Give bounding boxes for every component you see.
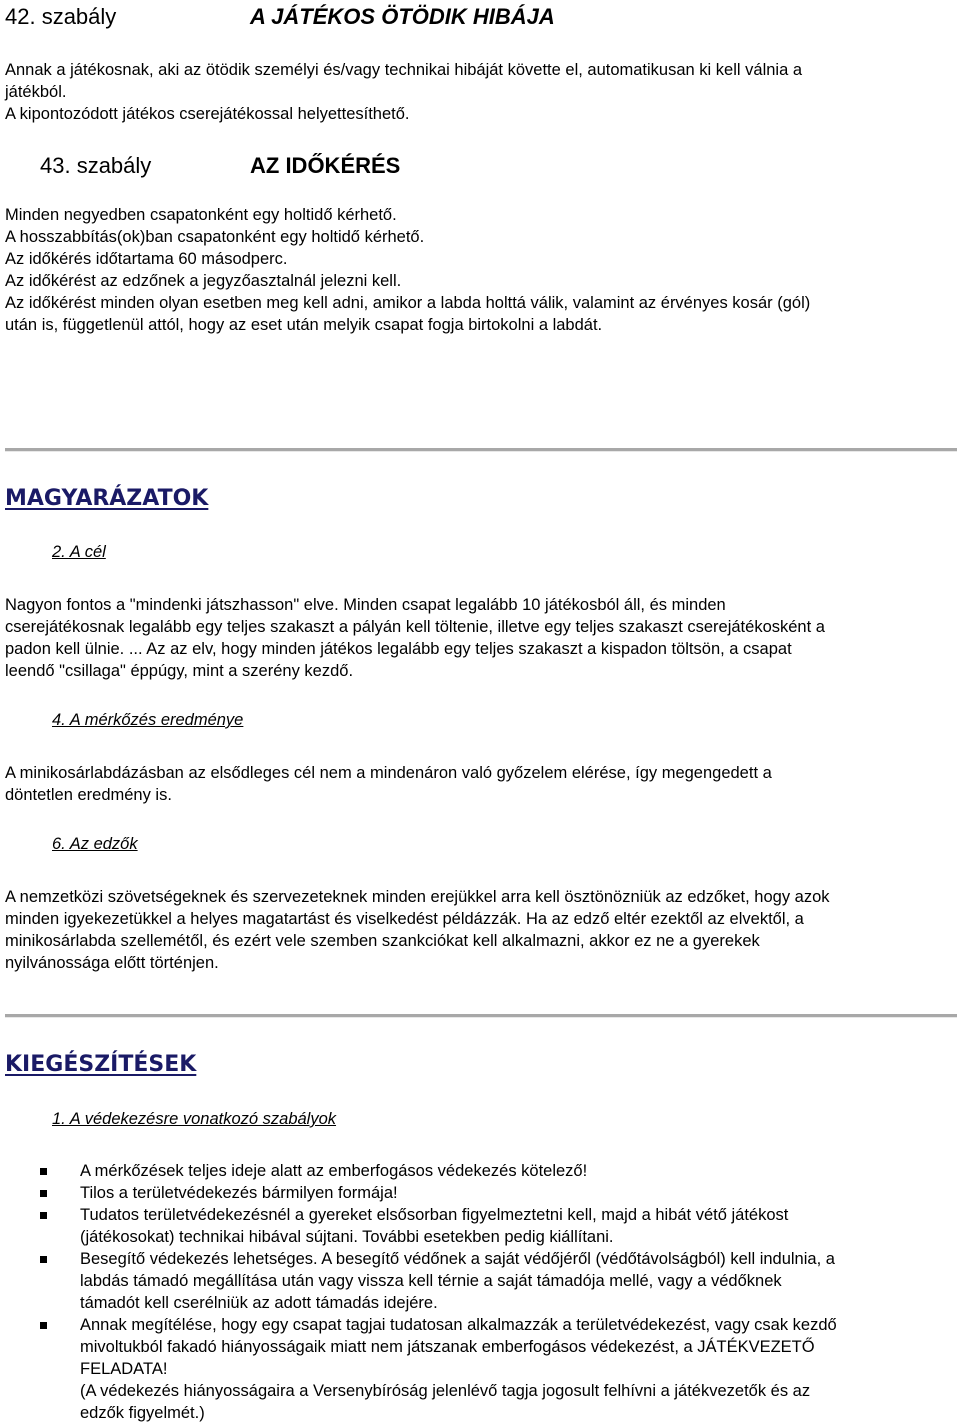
text-line: Az időkérést az edzőnek a jegyzőasztalnál jelezni kell. [5, 272, 402, 290]
text-line: Annak a játékosnak, aki az ötödik személyi és/vagy technikai hibáját követte el, automatikusan ki kell válnia a [5, 61, 803, 79]
section-divider [5, 1014, 957, 1018]
text-line: játékból. [5, 83, 67, 101]
text-line: Annak megítélése, hogy egy csapat tagjai tudatosan alkalmazzák a területvédekezést, vagy csak kezdő [80, 1316, 837, 1334]
text-line: Nagyon fontos a "mindenki játszhasson" elve. Minden csapat legalább 10 játékosból áll, és minden [5, 596, 726, 614]
subsection-text-result [5, 762, 955, 806]
rule-43-text [5, 204, 955, 336]
text-line: minikosárlabda szellemétől, és ezért vele szemben szankciókat kell alkalmazni, akkor ez ne a gyerekek [5, 932, 760, 950]
subsection-text-coaches [5, 886, 955, 974]
text-line: Tilos a területvédekezés bármilyen formája! [80, 1184, 398, 1202]
text-line: Tudatos területvédekezésnél a gyereket elsősorban figyelmeztetni kell, majd a hibát vétő játékost [80, 1206, 789, 1224]
rule-43-number: 43. szabály [40, 153, 152, 178]
text-line: A nemzetközi szövetségeknek és szervezeteknek minden erejükkel arra kell ösztönözniük az edzőket, hogy azok [5, 888, 830, 906]
list-item [0, 1248, 960, 1314]
list-item [0, 1160, 960, 1182]
text-line: padon kell ülnie. ... Az az elv, hogy minden játékos legalább egy teljes szakaszt a kispadon töltsön, a csapat [5, 640, 792, 658]
subsection-title-goal: 2. A cél [52, 543, 106, 561]
text-line: Az időkérést minden olyan esetben meg kell adni, amikor a labda holttá válik, valamint az érvényes kosár (gól) [5, 294, 811, 312]
section-divider [5, 448, 957, 452]
text-line: támadót kell cserélniük az adott támadás idejére. [80, 1294, 438, 1312]
list-item [0, 1204, 960, 1248]
text-line: nyilvánossága előtt történjen. [5, 954, 219, 972]
text-line: labdás támadó megállítása után vagy vissza kell térnie a saját támadója mellé, vagy a védőknek [80, 1272, 782, 1290]
subsection-title-coaches: 6. Az edzők [52, 835, 138, 853]
text-line: A minikosárlabdázásban az elsődleges cél nem a mindenáron való győzelem elérése, így megengedett a [5, 764, 772, 782]
text-line: edzők figyelmét.) [80, 1404, 205, 1422]
text-line: A mérkőzések teljes ideje alatt az emberfogásos védekezés kötelező! [80, 1162, 588, 1180]
list-item [0, 1314, 960, 1424]
text-line: mivoltukból fakadó hiányosságaik miatt nem játszanak emberfogásos védekezést, a JÁTÉKVEZETŐ [80, 1338, 815, 1356]
rule-42-title: A JÁTÉKOS ÖTÖDIK HIBÁJA [250, 4, 555, 29]
square-bullet-icon [40, 1190, 47, 1197]
text-line: cserejátékosnak legalább egy teljes szakaszt a pályán kell töltenie, illetve egy teljes szakaszt cserejátékosként a [5, 618, 825, 636]
text-line: Az időkérés időtartama 60 másodperc. [5, 250, 288, 268]
text-line: FELADATA! [80, 1360, 168, 1378]
text-line: után is, függetlenül attól, hogy az eset után melyik csapat fogja birtokolni a labdát. [5, 316, 603, 334]
subsection-text-goal [5, 594, 955, 682]
rule-42-text [5, 59, 955, 125]
defense-rules-list [0, 1160, 960, 1424]
text-line: Besegítő védekezés lehetséges. A besegítő védőnek a saját védőjéről (védőtávolságból) kell indulnia, a [80, 1250, 835, 1268]
text-line: (A védekezés hiányosságaira a Versenybíróság jelenlévő tagja jogosult felhívni a játékvezetők és az [80, 1382, 811, 1400]
subsection-title-result: 4. A mérkőzés eredménye [52, 711, 244, 729]
text-line: A kipontozódott játékos cserejátékossal helyettesíthető. [5, 105, 410, 123]
rule-42-number: 42. szabály [5, 4, 117, 29]
section-heading-kiegeszitesek: KIEGÉSZÍTÉSEK [5, 1052, 197, 1077]
text-line: döntetlen eredmény is. [5, 786, 172, 804]
text-line: leendő "csillaga" éppúgy, mint a szerény kezdő. [5, 662, 354, 680]
subsection-title-defense-rules: 1. A védekezésre vonatkozó szabályok [52, 1110, 337, 1128]
square-bullet-icon [40, 1256, 47, 1263]
text-line: (játékosokat) technikai hibával sújtani. További esetekben pedig kiállítani. [80, 1228, 614, 1246]
square-bullet-icon [40, 1168, 47, 1175]
square-bullet-icon [40, 1212, 47, 1219]
list-item [0, 1182, 960, 1204]
text-line: minden igyekezetükkel a helyes magatartást és viselkedést példázzák. Ha az edző eltér ezektől az elvektől, a [5, 910, 804, 928]
rule-43-title: AZ IDŐKÉRÉS [250, 153, 401, 178]
section-heading-magyarazatok: MAGYARÁZATOK [5, 486, 209, 511]
text-line: A hosszabbítás(ok)ban csapatonként egy holtidő kérhető. [5, 228, 425, 246]
text-line: Minden negyedben csapatonként egy holtidő kérhető. [5, 206, 397, 224]
square-bullet-icon [40, 1322, 47, 1329]
